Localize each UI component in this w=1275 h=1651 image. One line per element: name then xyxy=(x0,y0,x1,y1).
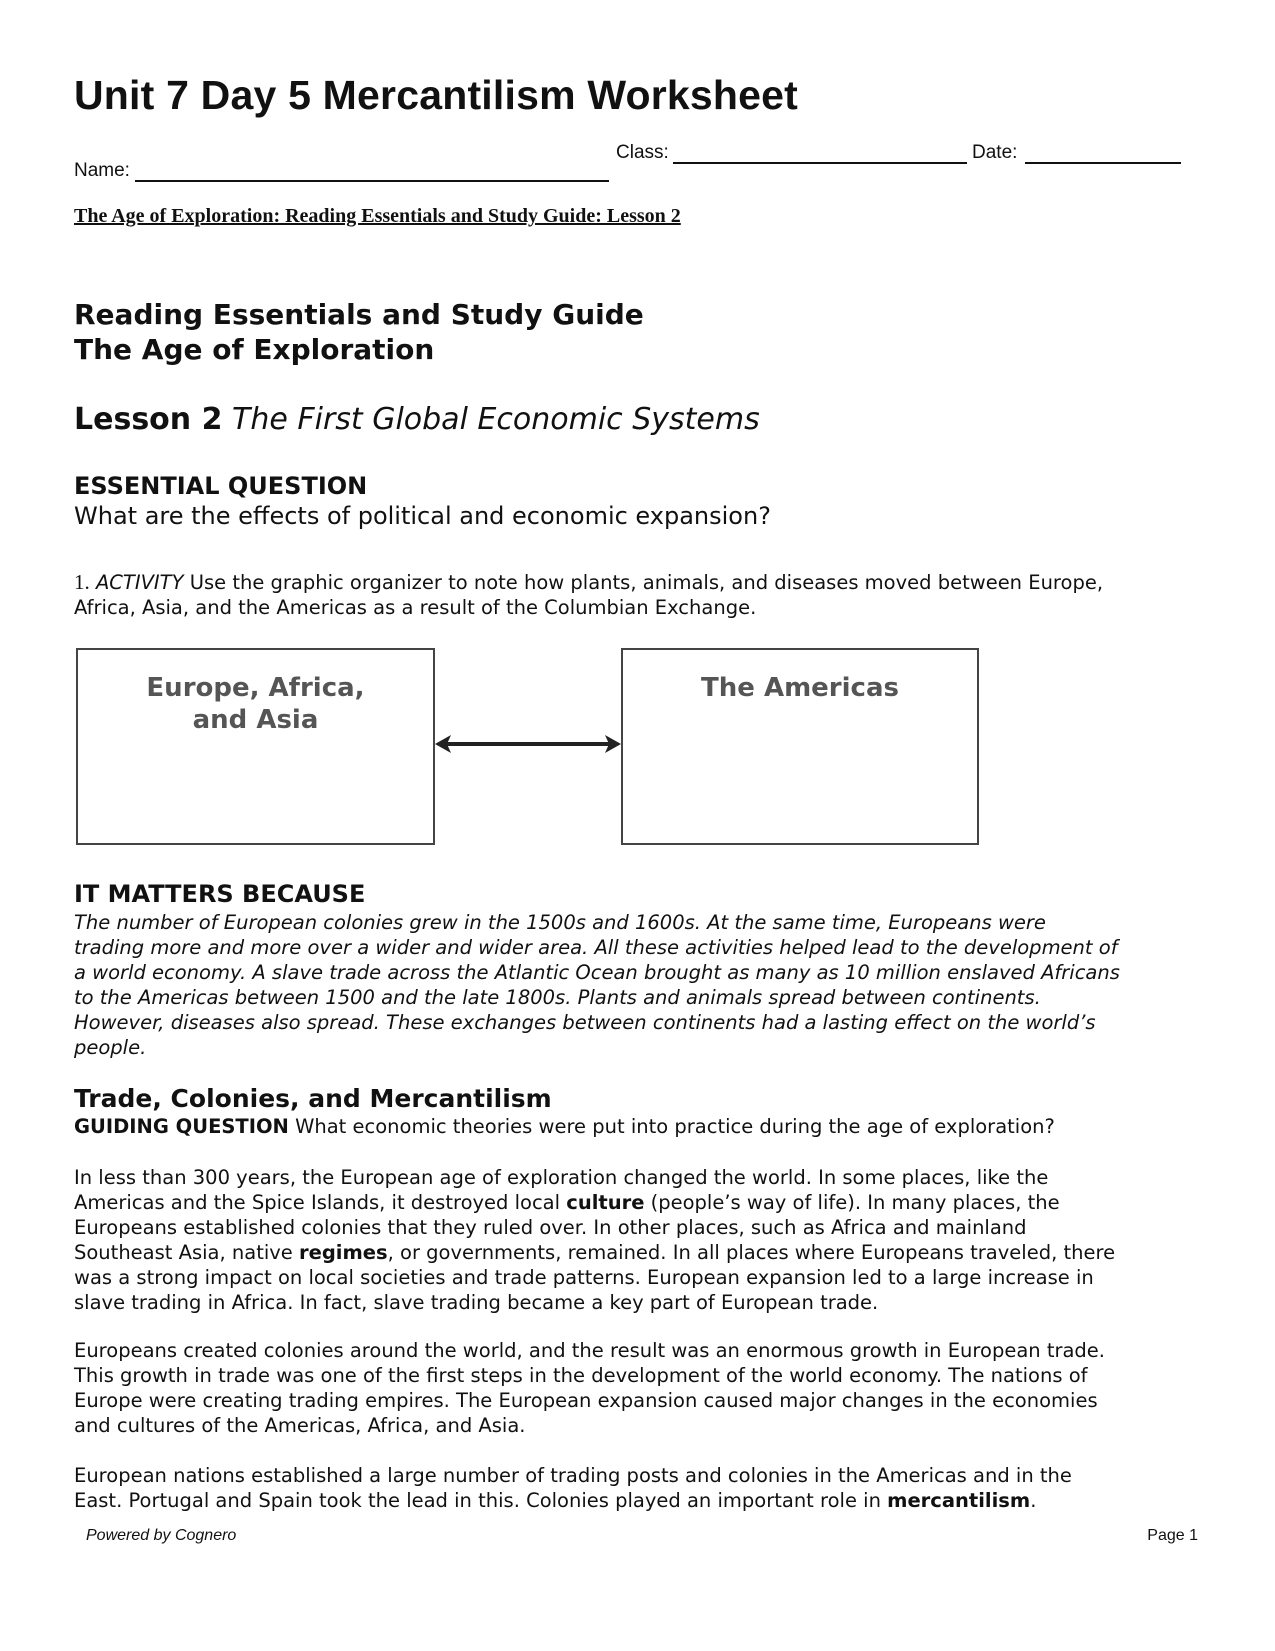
footer-page-number: Page 1 xyxy=(1147,1527,1198,1544)
paragraph-line: East. Portugal and Spain took the lead in this. Colonies played an important role in mercantilism. xyxy=(74,1489,1037,1512)
it-matters-paragraph xyxy=(74,910,1214,1060)
it-matters-line: to the Americas between 1500 and the late 1800s. Plants and animals spread between continents. xyxy=(74,986,1041,1009)
activity-number: 1. xyxy=(74,570,90,594)
lesson-label: Lesson 2 xyxy=(74,402,223,437)
class-label: Class: xyxy=(616,142,669,163)
organizer-left-label-1: Europe, Africa, xyxy=(146,673,365,703)
organizer-right-label: The Americas xyxy=(701,673,899,703)
page-title: Unit 7 Day 5 Mercantilism Worksheet xyxy=(74,72,798,118)
organizer-box-old-world[interactable] xyxy=(76,648,435,845)
paragraph-line: This growth in trade was one of the first steps in the development of the world economy. The nations of xyxy=(74,1364,1088,1387)
name-field[interactable] xyxy=(135,180,609,182)
paragraph-line: Europeans created colonies around the world, and the result was an enormous growth in European trade. xyxy=(74,1339,1106,1362)
paragraph-line: was a strong impact on local societies and trade patterns. European expansion led to a large increase in xyxy=(74,1266,1094,1289)
paragraph-line: Europe were creating trading empires. The European expansion caused major changes in the economies xyxy=(74,1389,1098,1412)
lesson-title: The First Global Economic Systems xyxy=(232,402,760,437)
class-field[interactable] xyxy=(673,162,967,164)
paragraph-line: Southeast Asia, native regimes, or governments, remained. In all places where Europeans traveled, there xyxy=(74,1241,1116,1264)
activity-text-2: Africa, Asia, and the Americas as a result of the Columbian Exchange. xyxy=(74,596,757,619)
paragraph-line: and cultures of the Americas, Africa, and Asia. xyxy=(74,1414,526,1437)
term-mercantilism: mercantilism xyxy=(887,1489,1031,1512)
guiding-question xyxy=(74,1114,1214,1139)
guide-subtitle: The Age of Exploration xyxy=(74,333,435,366)
guiding-question-text: What economic theories were put into practice during the age of exploration? xyxy=(295,1115,1055,1138)
paragraph-line: Americas and the Spice Islands, it destroyed local culture (people’s way of life). In many places, the xyxy=(74,1191,1060,1214)
guide-title: Reading Essentials and Study Guide xyxy=(74,298,644,331)
paragraph-line: In less than 300 years, the European age of exploration changed the world. In some places, like the xyxy=(74,1166,1049,1189)
paragraph-line: Europeans established colonies that they ruled over. In other places, such as Africa and mainland xyxy=(74,1216,1027,1239)
organizer-box-americas[interactable] xyxy=(621,648,979,845)
term-culture: culture xyxy=(566,1191,645,1214)
it-matters-line: trading more and more over a wider and wider area. All these activities helped lead to the development of xyxy=(74,936,1118,959)
it-matters-line: a world economy. A slave trade across the Atlantic Ocean brought as many as 10 million enslaved Africans xyxy=(74,961,1120,984)
essential-question-heading: ESSENTIAL QUESTION xyxy=(74,472,368,500)
paragraph-3 xyxy=(74,1463,1214,1513)
paragraph-2 xyxy=(74,1338,1214,1438)
source-line: The Age of Exploration: Reading Essentials and Study Guide: Lesson 2 xyxy=(74,205,681,227)
paragraph-line: European nations established a large number of trading posts and colonies in the Americas and in the xyxy=(74,1464,1072,1487)
essential-question-text: What are the effects of political and economic expansion? xyxy=(74,502,771,530)
term-regimes: regimes xyxy=(299,1241,388,1264)
activity-text-1: Use the graphic organizer to note how plants, animals, and diseases moved between Europe, xyxy=(189,571,1104,594)
activity-keyword: ACTIVITY xyxy=(95,571,184,594)
paragraph-line: slave trading in Africa. In fact, slave trading became a key part of European trade. xyxy=(74,1291,879,1314)
it-matters-line: people. xyxy=(74,1036,147,1059)
date-field[interactable] xyxy=(1025,162,1181,164)
double-arrow-icon xyxy=(435,732,621,756)
name-label: Name: xyxy=(74,160,130,181)
lesson-heading xyxy=(74,402,760,437)
guiding-question-label: GUIDING QUESTION xyxy=(74,1115,289,1138)
it-matters-heading: IT MATTERS BECAUSE xyxy=(74,880,366,908)
date-label: Date: xyxy=(972,142,1018,163)
paragraph-1 xyxy=(74,1165,1214,1315)
it-matters-line: However, diseases also spread. These exchanges between continents had a lasting effect on the world’s xyxy=(74,1011,1096,1034)
section-heading: Trade, Colonies, and Mercantilism xyxy=(74,1084,552,1113)
organizer-left-label-2: and Asia xyxy=(192,705,319,735)
footer-powered-by: Powered by Cognero xyxy=(86,1527,237,1544)
activity-instructions xyxy=(74,570,1214,620)
it-matters-line: The number of European colonies grew in the 1500s and 1600s. At the same time, Europeans were xyxy=(74,911,1046,934)
